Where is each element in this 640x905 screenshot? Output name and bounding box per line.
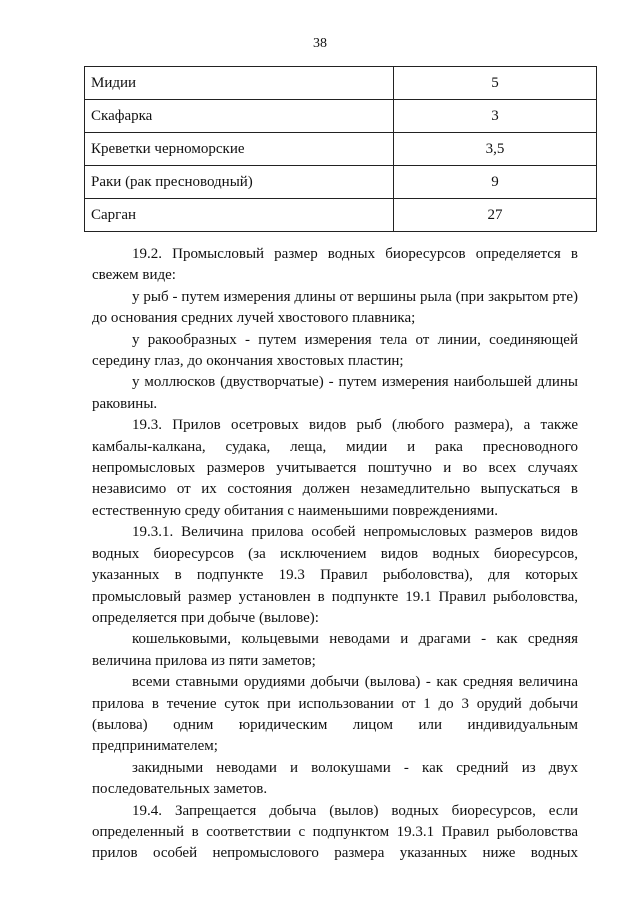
paragraph-19-3-1: 19.3.1. Величина прилова особей непромысловых размеров видов водных биоресурсов (за исключением видов водных биоресурсов, указанных в подпункте 19.3 Правил рыболовства), для которых промысловый размер установлен в подпункте 19.1 Правил рыболовства, определяется при добыче (вылове): [92, 524, 578, 626]
paragraph-crustacean-measurement: у ракообразных - путем измерения тела от линии, соединяющей середину глаз, до окончания хвостовых пластин; [92, 331, 578, 370]
species-name-cell: Сарган [85, 199, 394, 232]
paragraph-mollusc-measurement: у моллюсков (двустворчатые) - путем измерения наибольшей длины раковины. [92, 374, 578, 412]
size-value-cell: 3 [394, 100, 597, 133]
paragraph-19-4: 19.4. Запрещается добыча (вылов) водных биоресурсов, если определенный в соответствии с подпунктом 19.3.1 Правил рыболовства прилов особей непромыслового размера указанных ниже водных [92, 802, 578, 862]
table-row [85, 166, 597, 199]
table-row [85, 199, 597, 232]
paragraph-19-2: 19.2. Промысловый размер водных биоресурсов определяется в свежем виде: [92, 246, 578, 284]
size-value-cell: 9 [394, 166, 597, 199]
paragraph-fixed-gear: всеми ставными орудиями добычи (вылова) - как средняя величина прилова в течение суток при использовании от 1 до 3 орудий добычи (вылова) одним юридическим лицом или индивидуальным предпринимателем; [92, 674, 578, 755]
table-row [85, 67, 597, 100]
paragraph-beach-seines: закидными неводами и волокушами - как средний из двух последовательных заметов. [92, 759, 578, 798]
table-row [85, 133, 597, 166]
species-size-table [84, 66, 597, 232]
species-name-cell: Мидии [85, 67, 394, 100]
paragraph-purse-seines: кошельковыми, кольцевыми неводами и драгами - как средняя величина прилова из пяти заметов; [92, 631, 578, 669]
species-name-cell: Раки (рак пресноводный) [85, 166, 394, 199]
paragraph-fish-measurement: у рыб - путем измерения длины от вершины рыла (при закрытом рте) до основания средних лучей хвостового плавника; [92, 288, 578, 327]
document-body [92, 244, 578, 865]
table-row [85, 100, 597, 133]
size-value-cell: 5 [394, 67, 597, 100]
species-name-cell: Скафарка [85, 100, 394, 133]
size-value-cell: 27 [394, 199, 597, 232]
paragraph-19-3: 19.3. Прилов осетровых видов рыб (любого размера), а также камбалы-калкана, судака, леща, мидии и рака пресноводного непромысловых размеров учитывается поштучно и во всех случаях независимо от их состояния должен незамедлительно выпускаться в естественную среду обитания с наименьшими повреждениями. [92, 417, 578, 519]
size-value-cell: 3,5 [394, 133, 597, 166]
page-number: 38 [313, 36, 327, 51]
species-name-cell: Креветки черноморские [85, 133, 394, 166]
